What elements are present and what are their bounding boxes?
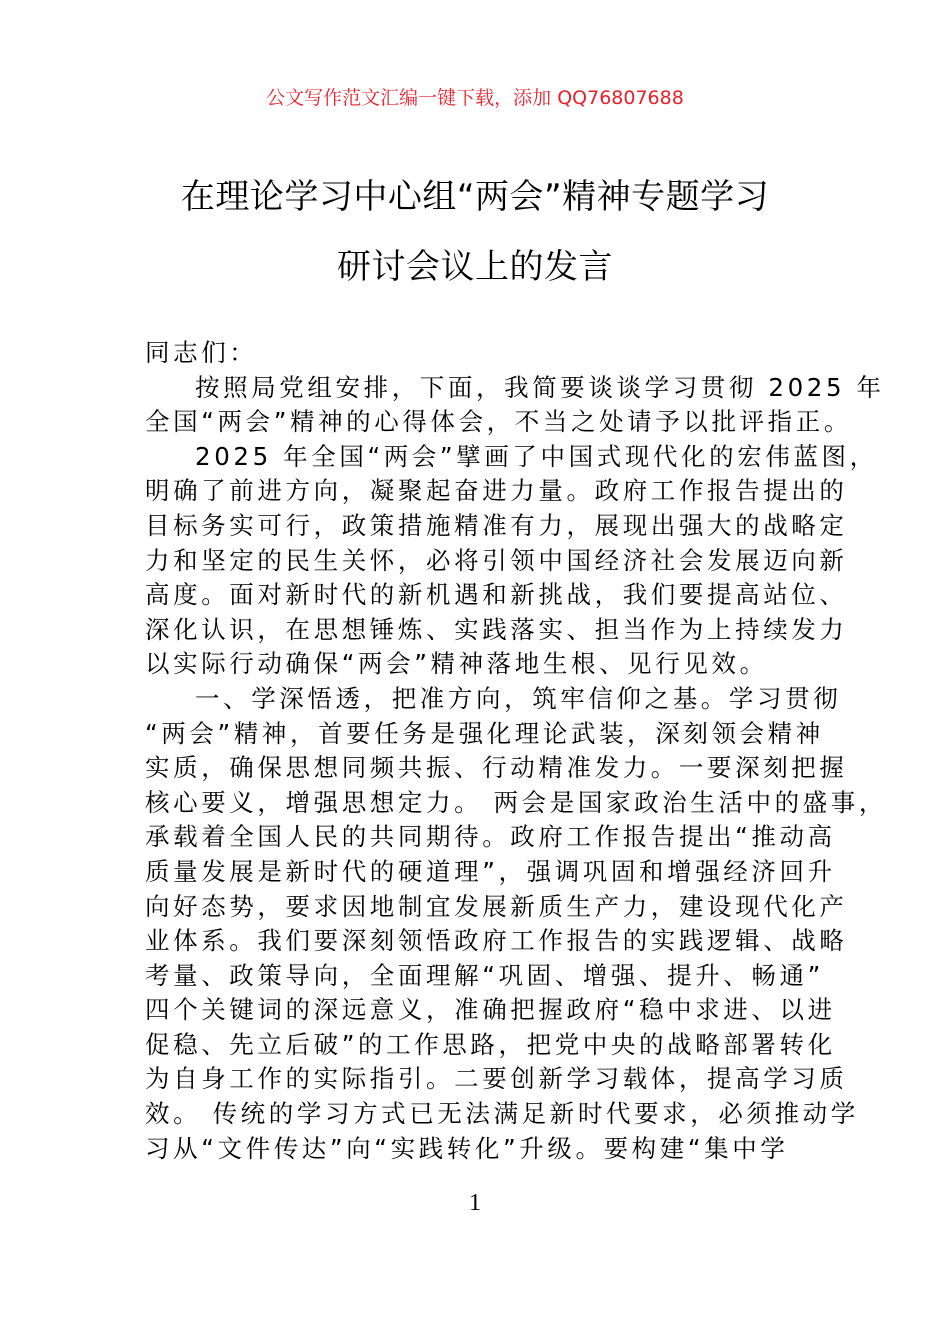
page-number: 1: [469, 1190, 481, 1216]
paragraph-line: 核心要义，增强思想定力。 两会是国家政治生活中的盛事，: [145, 787, 887, 817]
paragraph-line: 促稳、先立后破”的工作思路，把党中央的战略部署转化: [145, 1029, 836, 1059]
salutation: 同志们：: [145, 338, 258, 367]
paragraph-line: 业体系。我们要深刻领悟政府工作报告的实践逻辑、战略: [145, 926, 848, 956]
paragraph-line: 质量发展是新时代的硬道理”，强调巩固和增强经济回升: [145, 856, 836, 886]
paragraph-line: 深化认识，在思想锤炼、实践落实、担当作为上持续发力: [145, 614, 848, 644]
paragraph-line: 向好态势，要求因地制宜发展新质生产力，建设现代化产: [145, 891, 848, 921]
document-title-line-1: 在理论学习中心组“两会”精神专题学习: [180, 177, 770, 217]
document-title-line-2: 研讨会议上的发言: [337, 247, 613, 287]
paragraph-line: 明确了前进方向，凝聚起奋进力量。政府工作报告提出的: [145, 476, 848, 506]
paragraph-line: 习从“文件传达”向“实践转化”升级。要构建“集中学: [145, 1133, 789, 1163]
paragraph-line: 实质，确保思想同频共振、行动精准发力。一要深刻把握: [145, 753, 848, 783]
paragraph-line: 目标务实可行，政策措施精准有力，展现出强大的战略定: [145, 510, 848, 540]
paragraph-line: 全国“两会”精神的心得体会，不当之处请予以批评指正。: [145, 407, 852, 437]
section-heading-line: 一、学深悟透，把准方向，筑牢信仰之基。学习贯彻: [195, 683, 842, 713]
paragraph-line: 效。 传统的学习方式已无法满足新时代要求，必须推动学: [145, 1099, 859, 1129]
document-body: [145, 336, 887, 1166]
paragraph-line: 以实际行动确保“两会”精神落地生根、见行见效。: [145, 649, 768, 679]
paragraph-line: 承载着全国人民的共同期待。政府工作报告提出“推动高: [145, 822, 836, 852]
paragraph-line: 四个关键词的深远意义，准确把握政府“稳中求进、以进: [145, 995, 836, 1025]
paragraph-line: 为自身工作的实际指引。二要创新学习载体，提高学习质: [145, 1064, 848, 1094]
paragraph-line: 高度。面对新时代的新机遇和新挑战，我们要提高站位、: [145, 580, 848, 610]
paragraph-line: 按照局党组安排，下面，我简要谈谈学习贯彻 2025 年: [195, 372, 885, 402]
paragraph-line: 力和坚定的民生关怀，必将引领中国经济社会发展迈向新: [145, 545, 848, 575]
paragraph-line: 考量、政策导向，全面理解“巩固、增强、提升、畅通”: [145, 960, 824, 990]
download-promo-note: 公文写作范文汇编一键下载，添加 QQ76807688: [266, 87, 684, 109]
paragraph-line: 2025 年全国“两会”擘画了中国式现代化的宏伟蓝图，: [195, 441, 878, 471]
paragraph-line: “两会”精神，首要任务是强化理论武装，深刻领会精神: [145, 718, 824, 748]
